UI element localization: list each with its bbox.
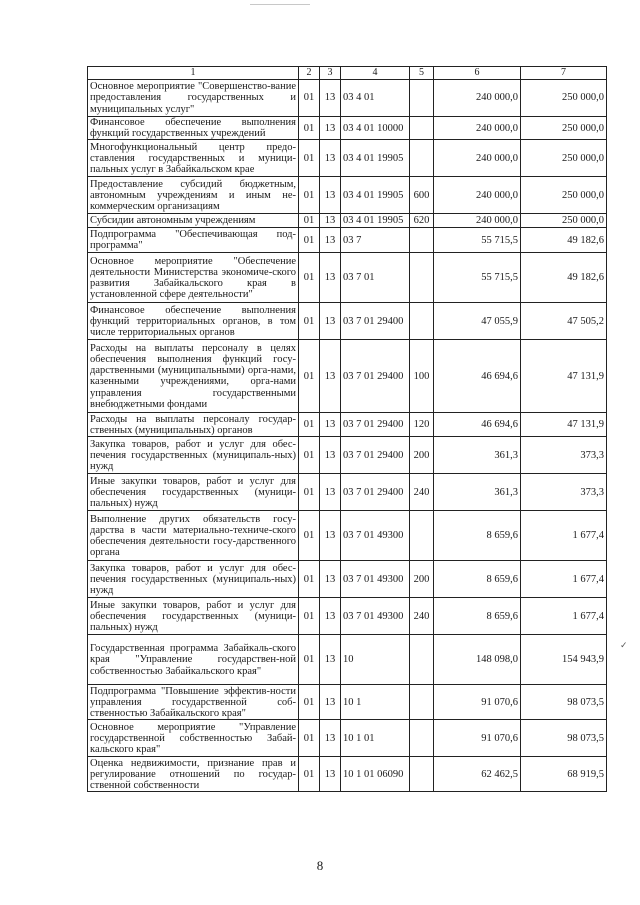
amount-year-2: 49 182,6: [521, 253, 607, 303]
target-article-code: 03 7 01 49300: [341, 511, 410, 561]
section-code: 01: [299, 140, 320, 177]
target-article-code: 03 7 01 29400: [341, 340, 410, 413]
target-article-code: 03 7 01: [341, 253, 410, 303]
subsection-code: 13: [320, 140, 341, 177]
target-article-code: 10 1: [341, 685, 410, 720]
scan-artifact-mark: ✓: [620, 640, 628, 650]
column-number: 4: [341, 67, 410, 80]
row-name: Иные закупки товаров, работ и услуг для обеспечения государственных (муници-пальных) нужд: [88, 598, 299, 635]
section-code: 01: [299, 214, 320, 228]
amount-year-1: 361,3: [434, 474, 521, 511]
row-name: Выполнение других обязательств госу-дарства в части материально-техниче-ского обеспечения деятельности госу-дарственного органа: [88, 511, 299, 561]
amount-year-2: 1 677,4: [521, 511, 607, 561]
amount-year-1: 55 715,5: [434, 228, 521, 253]
section-code: 01: [299, 80, 320, 117]
subsection-code: 13: [320, 80, 341, 117]
amount-year-2: 373,3: [521, 474, 607, 511]
table-row: [88, 80, 607, 117]
subsection-code: 13: [320, 228, 341, 253]
subsection-code: 13: [320, 253, 341, 303]
table-row: [88, 720, 607, 757]
table-row: [88, 214, 607, 228]
section-code: 01: [299, 253, 320, 303]
target-article-code: 03 7 01 29400: [341, 437, 410, 474]
page-number: 8: [316, 858, 324, 873]
row-name: Основное мероприятие "Управление государственной собственностью Забай-кальского края": [88, 720, 299, 757]
amount-year-2: 68 919,5: [521, 757, 607, 792]
amount-year-1: 240 000,0: [434, 214, 521, 228]
section-code: 01: [299, 720, 320, 757]
expense-type-code: [410, 685, 434, 720]
table-row: [88, 561, 607, 598]
target-article-code: 03 7 01 49300: [341, 561, 410, 598]
amount-year-1: 361,3: [434, 437, 521, 474]
row-name: Предоставление субсидий бюджетным, автономным учреждениям и иным не-коммерческим организациям: [88, 177, 299, 214]
amount-year-2: 250 000,0: [521, 80, 607, 117]
section-code: 01: [299, 117, 320, 140]
table-row: [88, 413, 607, 437]
column-number: 3: [320, 67, 341, 80]
table-row: [88, 117, 607, 140]
target-article-code: 03 4 01: [341, 80, 410, 117]
amount-year-1: 240 000,0: [434, 117, 521, 140]
row-name: Подпрограмма "Обеспечивающая под-программа": [88, 228, 299, 253]
section-code: 01: [299, 437, 320, 474]
row-name: Подпрограмма "Повышение эффектив-ности управления государственной соб-ственностью Забайкальского края": [88, 685, 299, 720]
expense-type-code: 620: [410, 214, 434, 228]
subsection-code: 13: [320, 340, 341, 413]
amount-year-2: 47 505,2: [521, 303, 607, 340]
column-number-row: [88, 67, 607, 80]
target-article-code: 03 4 01 19905: [341, 214, 410, 228]
subsection-code: 13: [320, 561, 341, 598]
amount-year-1: 148 098,0: [434, 635, 521, 685]
target-article-code: 10 1 01: [341, 720, 410, 757]
expense-type-code: 200: [410, 437, 434, 474]
subsection-code: 13: [320, 474, 341, 511]
section-code: 01: [299, 757, 320, 792]
row-name: Государственная программа Забайкаль-ского края "Управление государствен-ной собственностью Забайкальского края": [88, 635, 299, 685]
section-code: 01: [299, 511, 320, 561]
amount-year-1: 62 462,5: [434, 757, 521, 792]
amount-year-2: 1 677,4: [521, 561, 607, 598]
amount-year-1: 240 000,0: [434, 80, 521, 117]
column-number: 6: [434, 67, 521, 80]
table-row: [88, 511, 607, 561]
amount-year-1: 8 659,6: [434, 511, 521, 561]
table-row: [88, 757, 607, 792]
target-article-code: 03 4 01 19905: [341, 177, 410, 214]
amount-year-1: 91 070,6: [434, 685, 521, 720]
expense-type-code: [410, 140, 434, 177]
amount-year-1: 91 070,6: [434, 720, 521, 757]
target-article-code: 03 7 01 49300: [341, 598, 410, 635]
subsection-code: 13: [320, 437, 341, 474]
row-name: Субсидии автономным учреждениям: [88, 214, 299, 228]
amount-year-1: 8 659,6: [434, 598, 521, 635]
subsection-code: 13: [320, 413, 341, 437]
subsection-code: 13: [320, 177, 341, 214]
section-code: 01: [299, 685, 320, 720]
subsection-code: 13: [320, 635, 341, 685]
expense-type-code: [410, 511, 434, 561]
row-name: Финансовое обеспечение выполнения функций территориальных органов, в том числе территориальных органов: [88, 303, 299, 340]
row-name: Оценка недвижимости, признание прав и регулирование отношений по государ-ственной собственности: [88, 757, 299, 792]
section-code: 01: [299, 561, 320, 598]
target-article-code: 03 7 01 29400: [341, 413, 410, 437]
subsection-code: 13: [320, 757, 341, 792]
expense-type-code: [410, 117, 434, 140]
section-code: 01: [299, 474, 320, 511]
expense-type-code: 120: [410, 413, 434, 437]
table-row: [88, 437, 607, 474]
row-name: Расходы на выплаты персоналу государ-ственных (муниципальных) органов: [88, 413, 299, 437]
amount-year-2: 154 943,9: [521, 635, 607, 685]
table-row: [88, 177, 607, 214]
expense-type-code: [410, 80, 434, 117]
subsection-code: 13: [320, 598, 341, 635]
section-code: 01: [299, 340, 320, 413]
amount-year-1: 47 055,9: [434, 303, 521, 340]
expense-type-code: 100: [410, 340, 434, 413]
row-name: Закупка товаров, работ и услуг для обес-печения государственных (муниципаль-ных) нужд: [88, 437, 299, 474]
row-name: Закупка товаров, работ и услуг для обес-печения государственных (муниципаль-ных) нужд: [88, 561, 299, 598]
expense-type-code: [410, 720, 434, 757]
table-row: [88, 303, 607, 340]
expense-type-code: [410, 303, 434, 340]
amount-year-2: 250 000,0: [521, 117, 607, 140]
section-code: 01: [299, 598, 320, 635]
row-name: Финансовое обеспечение выполнения функций государственных учреждений: [88, 117, 299, 140]
amount-year-1: 240 000,0: [434, 140, 521, 177]
amount-year-2: 98 073,5: [521, 720, 607, 757]
budget-table: [87, 66, 607, 792]
amount-year-1: 46 694,6: [434, 413, 521, 437]
target-article-code: 03 7 01 29400: [341, 474, 410, 511]
amount-year-2: 47 131,9: [521, 413, 607, 437]
table-row: [88, 228, 607, 253]
expense-type-code: 600: [410, 177, 434, 214]
section-code: 01: [299, 228, 320, 253]
row-name: Основное мероприятие "Обеспечение деятельности Министерства экономиче-ского развития Забайкальского края в установленной сфере деятельности": [88, 253, 299, 303]
table-row: [88, 140, 607, 177]
section-code: 01: [299, 177, 320, 214]
subsection-code: 13: [320, 303, 341, 340]
amount-year-2: 47 131,9: [521, 340, 607, 413]
table-row: [88, 635, 607, 685]
amount-year-1: 240 000,0: [434, 177, 521, 214]
row-name: Основное мероприятие "Совершенство-вание предоставления государственных и муниципальных услуг": [88, 80, 299, 117]
expense-type-code: 240: [410, 474, 434, 511]
subsection-code: 13: [320, 214, 341, 228]
row-name: Расходы на выплаты персоналу в целях обеспечения выполнения функций госу-дарственными (муниципальными) орга-нами, казенными учреждениями, орга-нами управления государственными внебюджетными фондами: [88, 340, 299, 413]
target-article-code: 03 7 01 29400: [341, 303, 410, 340]
column-number: 7: [521, 67, 607, 80]
amount-year-2: 250 000,0: [521, 140, 607, 177]
expense-type-code: [410, 757, 434, 792]
column-number: 1: [88, 67, 299, 80]
expense-type-code: [410, 635, 434, 685]
amount-year-2: 250 000,0: [521, 177, 607, 214]
table-row: [88, 598, 607, 635]
amount-year-2: 250 000,0: [521, 214, 607, 228]
section-code: 01: [299, 303, 320, 340]
amount-year-1: 55 715,5: [434, 253, 521, 303]
expense-type-code: 240: [410, 598, 434, 635]
column-number: 2: [299, 67, 320, 80]
table-row: [88, 340, 607, 413]
amount-year-2: 98 073,5: [521, 685, 607, 720]
target-article-code: 10 1 01 06090: [341, 757, 410, 792]
target-article-code: 10: [341, 635, 410, 685]
subsection-code: 13: [320, 685, 341, 720]
amount-year-1: 8 659,6: [434, 561, 521, 598]
scan-artifact-line: [250, 4, 310, 5]
subsection-code: 13: [320, 117, 341, 140]
amount-year-2: 49 182,6: [521, 228, 607, 253]
column-number: 5: [410, 67, 434, 80]
amount-year-1: 46 694,6: [434, 340, 521, 413]
table-row: [88, 685, 607, 720]
row-name: Иные закупки товаров, работ и услуг для обеспечения государственных (муници-пальных) нужд: [88, 474, 299, 511]
table-row: [88, 253, 607, 303]
row-name: Многофункциональный центр предо-ставления государственных и муници-пальных услуг в Забайкальском крае: [88, 140, 299, 177]
target-article-code: 03 4 01 19905: [341, 140, 410, 177]
subsection-code: 13: [320, 511, 341, 561]
expense-type-code: 200: [410, 561, 434, 598]
target-article-code: 03 4 01 10000: [341, 117, 410, 140]
expense-type-code: [410, 253, 434, 303]
table-row: [88, 474, 607, 511]
target-article-code: 03 7: [341, 228, 410, 253]
subsection-code: 13: [320, 720, 341, 757]
expense-type-code: [410, 228, 434, 253]
section-code: 01: [299, 635, 320, 685]
amount-year-2: 373,3: [521, 437, 607, 474]
amount-year-2: 1 677,4: [521, 598, 607, 635]
section-code: 01: [299, 413, 320, 437]
